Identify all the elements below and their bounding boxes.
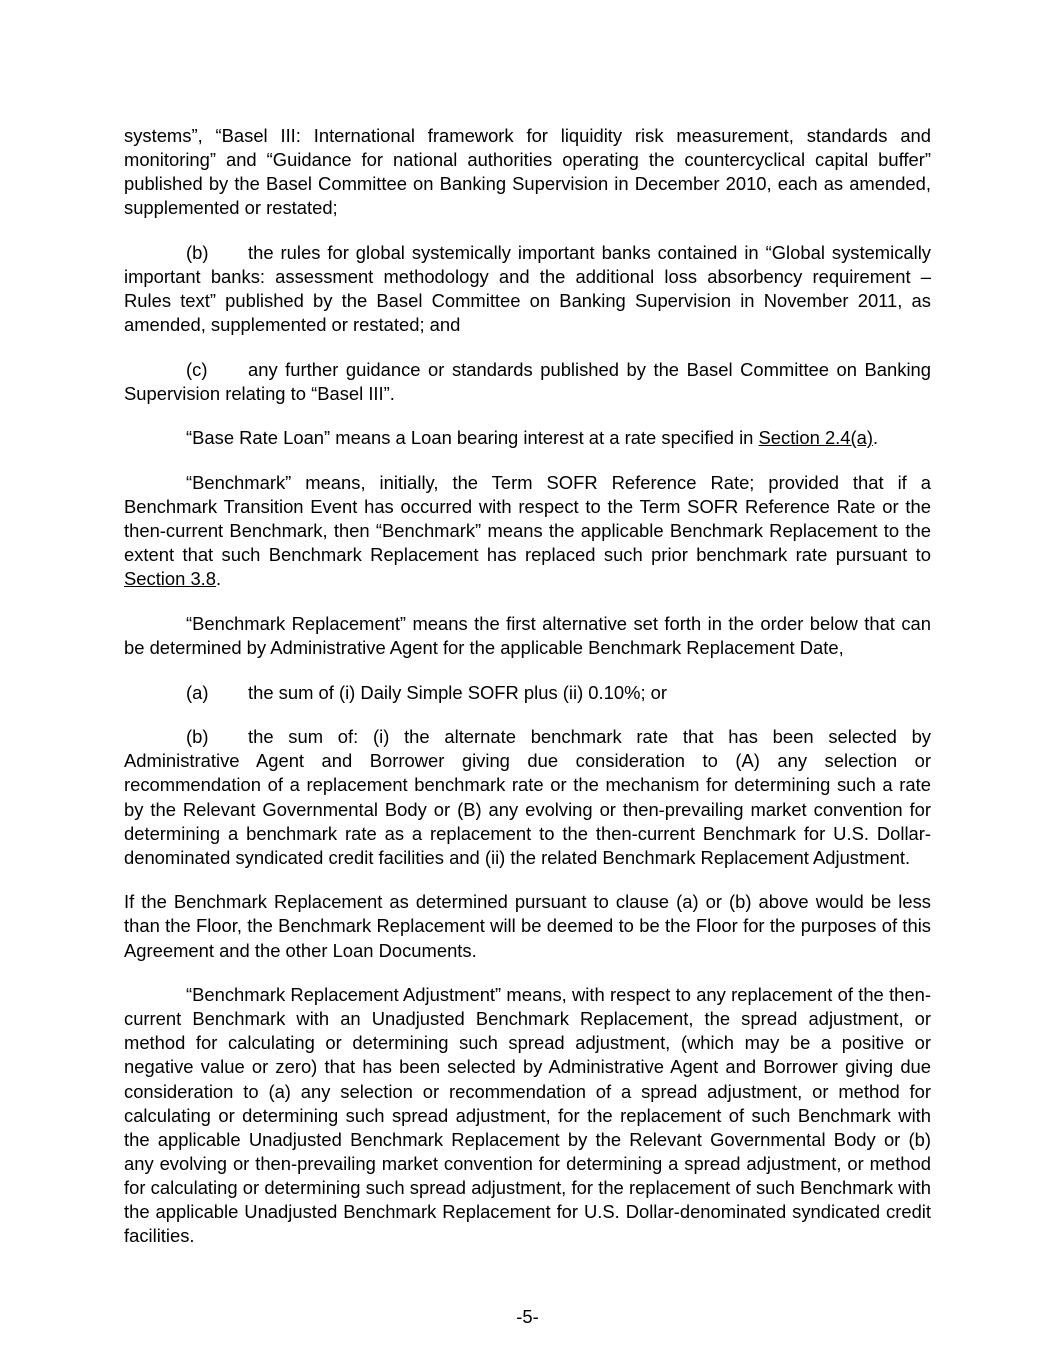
document-page bbox=[124, 124, 931, 1248]
floor-paragraph: If the Benchmark Replacement as determined pursuant to clause (a) or (b) above would be less than the Floor, the Benchmark Replacement will be deemed to be the Floor for the purposes of this Agreement and the other Loan Documents. bbox=[124, 891, 931, 961]
clause-text: the sum of (i) Daily Simple SOFR plus (ii) 0.10%; or bbox=[248, 681, 668, 703]
definition-text: “Benchmark” means, initially, the Term SOFR Reference Rate; provided that if a Benchmark Transition Event has occurred with respect to the Term SOFR Reference Rate or the then-current Benchmark, then “Benchmark” means the applicable Benchmark Replacement to the extent that such Benchmark Replacement has replaced such prior benchmark rate pursuant to bbox=[124, 472, 931, 566]
clause-label: (a) bbox=[186, 681, 209, 703]
basel-clause-c bbox=[124, 358, 931, 406]
clause-label: (b) bbox=[186, 241, 209, 263]
definition-benchmark-replacement-adjustment: “Benchmark Replacement Adjustment” means, with respect to any replacement of the then-current Benchmark with an Unadjusted Benchmark Replacement, the spread adjustment, or method for calculating or determining such spread adjustment, (which may be a positive or negative value or zero) that has been selected by Administrative Agent and Borrower giving due consideration to (a) any selection or recommendation of a spread adjustment, or method for calculating or determining such spread adjustment, for the replacement of such Benchmark with the applicable Unadjusted Benchmark Replacement by the Relevant Governmental Body or (b) any evolving or then-prevailing market convention for determining a spread adjustment, or method for calculating or determining such spread adjustment, for the replacement of such Benchmark with the applicable Unadjusted Benchmark Replacement for U.S. Dollar-denominated syndicated credit facilities. bbox=[124, 984, 931, 1247]
clause-text: the rules for global systemically important banks contained in “Global systemically important banks: assessment methodology and the additional loss absorbency requirement – Rules text” published by the Basel Committee on Banking Supervision in November 2011, as amended, supplemented or restated; and bbox=[124, 241, 931, 336]
page-number: -5- bbox=[516, 1306, 539, 1327]
clause-label: (b) bbox=[186, 726, 209, 748]
basel-clause-b bbox=[124, 241, 931, 337]
definition-base-rate-loan bbox=[124, 426, 931, 450]
definition-benchmark bbox=[124, 471, 931, 591]
definition-end: . bbox=[216, 568, 222, 590]
definition-benchmark-replacement: “Benchmark Replacement” means the first alternative set forth in the order below that can be determined by Administrative Agent for the applicable Benchmark Replacement Date, bbox=[124, 613, 931, 659]
definition-text: “Base Rate Loan” means a Loan bearing interest at a rate specified in bbox=[186, 427, 759, 449]
section-reference: Section 3.8 bbox=[124, 568, 217, 590]
definition-end: . bbox=[873, 427, 879, 449]
clause-label: (c) bbox=[186, 358, 208, 380]
benchmark-replacement-clause-b bbox=[124, 725, 931, 870]
benchmark-replacement-clause-a bbox=[124, 681, 931, 705]
section-reference: Section 2.4(a) bbox=[758, 427, 873, 449]
continuation-paragraph: systems”, “Basel III: International framework for liquidity risk measurement, standards and monitoring” and “Guidance for national authorities operating the countercyclical capital buffer” published by the Basel Committee on Banking Supervision in December 2010, each as amended, supplemented or restated; bbox=[124, 125, 931, 219]
clause-text: the sum of: (i) the alternate benchmark rate that has been selected by Administrative Agent and Borrower giving due consideration to (A) any selection or recommendation of a replacement benchmark rate or the mechanism for determining such a rate by the Relevant Governmental Body or (B) any evolving or then-prevailing market convention for determining a benchmark rate as a replacement to the then-current Benchmark for U.S. Dollar-denominated syndicated credit facilities and (ii) the related Benchmark Replacement Adjustment. bbox=[124, 726, 931, 868]
clause-text: any further guidance or standards published by the Basel Committee on Banking Supervision relating to “Basel III”. bbox=[124, 358, 931, 404]
